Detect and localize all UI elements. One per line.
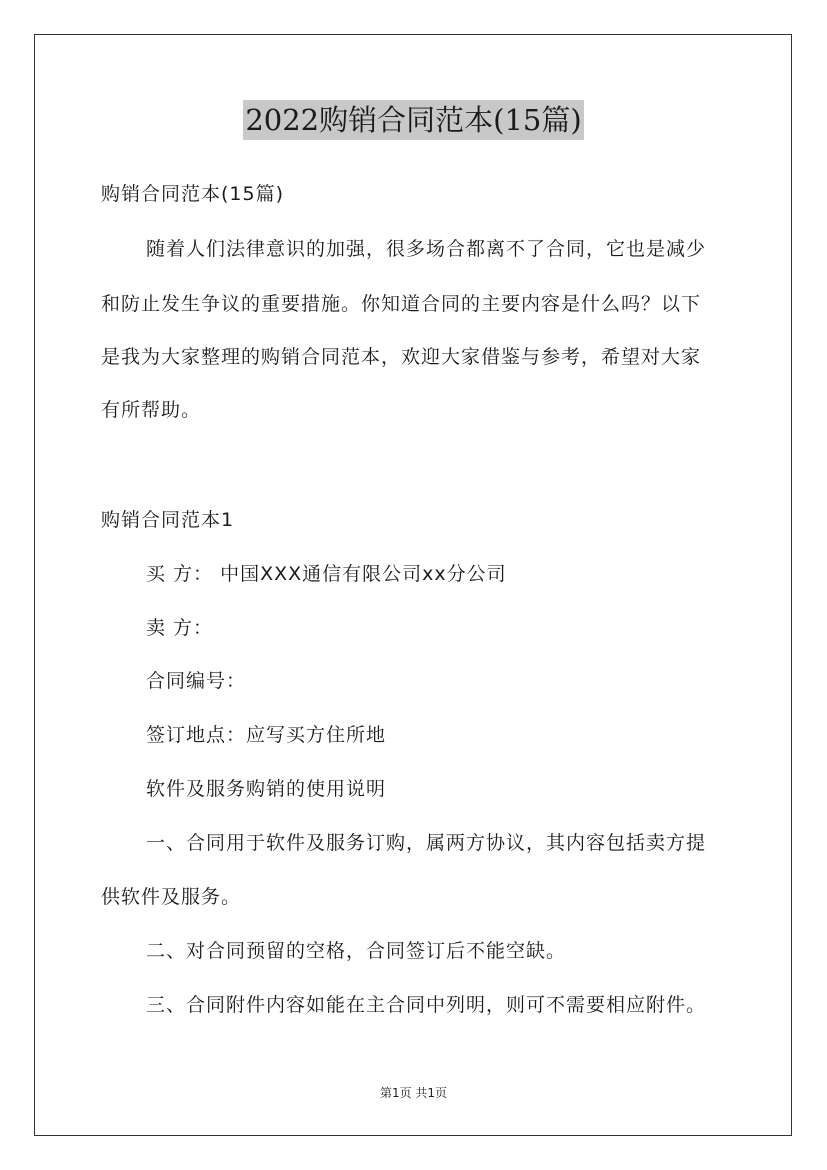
section-heading: 购销合同范本1 — [101, 509, 235, 531]
usage-heading: 软件及服务购销的使用说明 — [146, 778, 387, 800]
document-title: 2022购销合同范本(15篇) — [243, 100, 583, 140]
intro-line-2: 和防止发生争议的重要措施。你知道合同的主要内容是什么吗？以下 — [101, 293, 702, 315]
intro-line-1: 随着人们法律意识的加强，很多场合都离不了合同，它也是减少 — [146, 238, 707, 260]
clause-line-3: 二、对合同预留的空格，合同签订后不能空缺。 — [146, 940, 567, 962]
clause-line-1: 一、合同用于软件及服务订购，属两方协议，其内容包括卖方提 — [146, 832, 707, 854]
subtitle: 购销合同范本(15篇) — [101, 183, 285, 205]
clause-line-2: 供软件及服务。 — [101, 886, 242, 908]
page-footer: 第1页 共1页 — [379, 1086, 448, 1100]
buyer-field: 买 方： 中国XXX通信有限公司xx分公司 — [146, 563, 507, 585]
title-container — [0, 100, 827, 140]
clause-line-4: 三、合同附件内容如能在主合同中列明，则可不需要相应附件。 — [146, 994, 707, 1016]
intro-line-3: 是我为大家整理的购销合同范本，欢迎大家借鉴与参考，希望对大家 — [101, 346, 702, 368]
contract-number-field: 合同编号： — [146, 670, 247, 692]
intro-line-4: 有所帮助。 — [101, 399, 202, 421]
signing-place-field: 签订地点：应写买方住所地 — [146, 724, 387, 746]
seller-field: 卖 方： — [146, 617, 214, 639]
